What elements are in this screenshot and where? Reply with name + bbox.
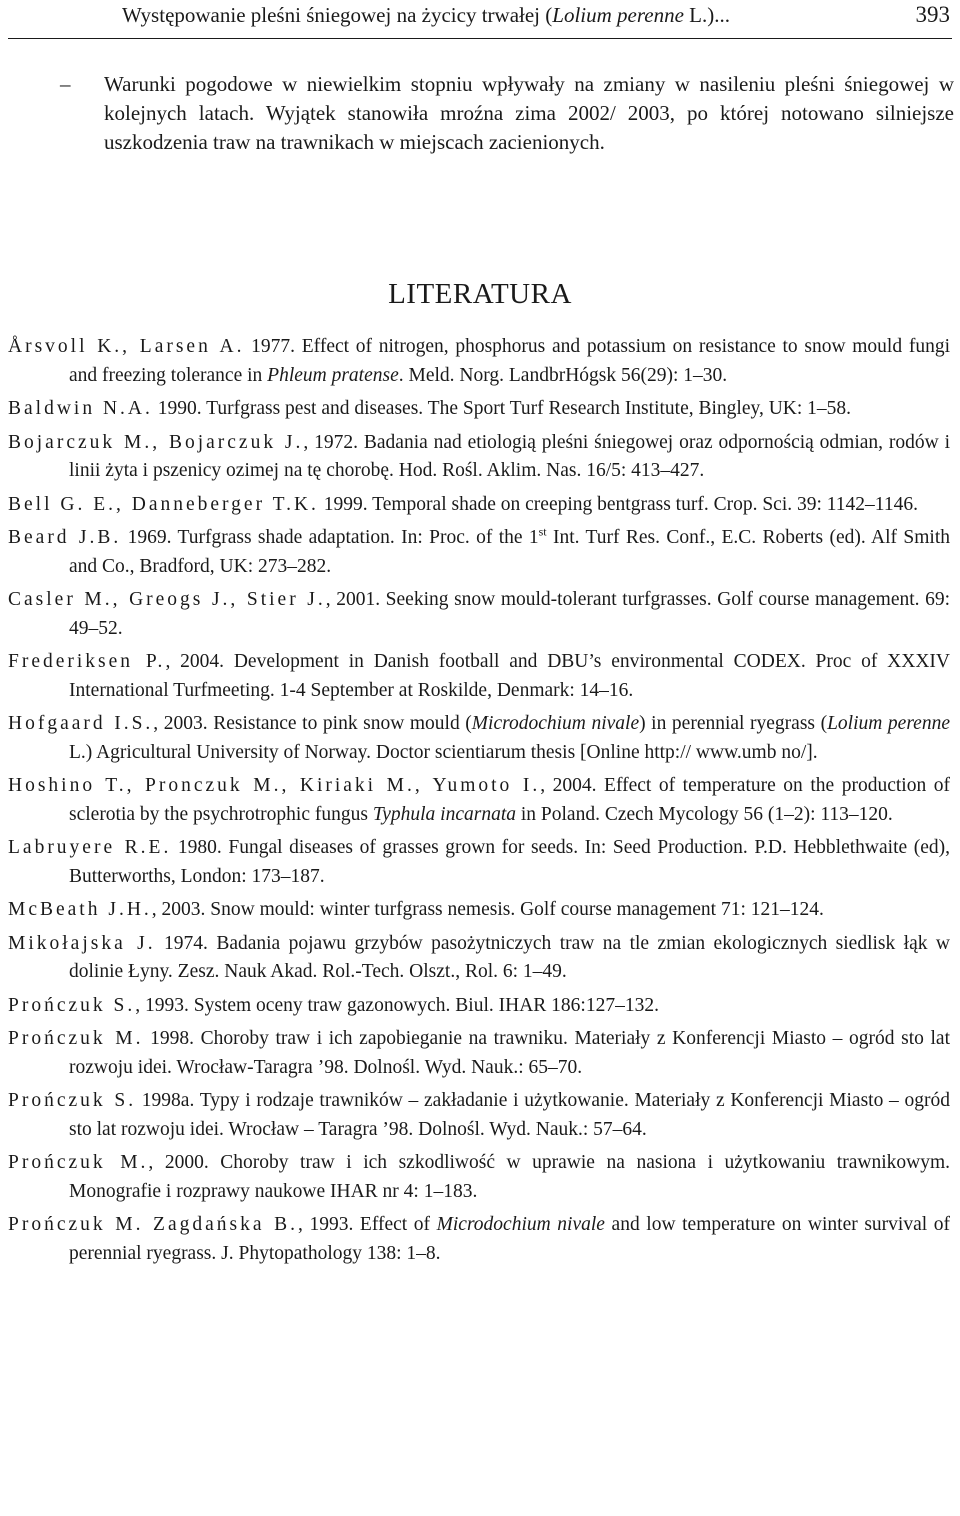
reference-entry (8, 648, 950, 705)
reference-text: , 2003. Resistance to pink snow mould ( (153, 713, 472, 734)
reference-author: Prończuk M. (8, 1028, 144, 1049)
reference-entry (8, 992, 950, 1021)
reference-text: 1974. Badania pojawu grzybów pasożytniczych traw na tle zmian ekologicznych siedlisk łąk w dolinie Łyny. Zesz. Nauk Akad. Rol.-Tech. Olszt., Rol. 6: 1–49. (69, 932, 950, 982)
running-title-plain: Występowanie pleśni śniegowej na życicy trwałej ( (122, 3, 553, 27)
reference-text: , 1972. Badania nad etiologią pleśni śniegowej oraz odpornością odmian, rodów i linii żyta i pszenicy ozimej na tę chorobę. Hod. Rośl. Aklim. Nas. 16/5: 413–427. (69, 431, 950, 481)
reference-list (8, 333, 950, 1273)
reference-entry (8, 395, 950, 424)
reference-text: , 2003. Snow mould: winter turfgrass nemesis. Golf course management 71: 121–124. (151, 899, 824, 920)
reference-author: Beard J.B. (8, 527, 122, 548)
reference-author: Labruyere R.E. (8, 837, 172, 858)
reference-text: Int. Turf Res. Conf., E.C. Roberts (ed). Alf Smith and Co., Bradford, UK: 273–282. (69, 527, 951, 577)
reference-entry (8, 524, 950, 581)
reference-text: and low temperature on winter survival of perennial ryegrass. J. Phytopathology 138: 1–8. (69, 1214, 950, 1264)
reference-italic-text: Microdochium nivale (436, 1214, 605, 1235)
reference-entry (8, 834, 950, 891)
reference-text: ) in perennial ryegrass ( (639, 713, 828, 734)
reference-author: Bojarczuk M., Bojarczuk J. (8, 431, 304, 453)
reference-text: 1980. Fungal diseases of grasses grown for seeds. In: Seed Production. P.D. Hebblethwaite (ed), Butterworths, London: 173–187. (69, 837, 950, 887)
running-title-italic: Lolium perenne (552, 3, 684, 27)
reference-entry (8, 1087, 950, 1144)
reference-entry (8, 586, 950, 643)
bullet-dash: – (60, 72, 71, 96)
reference-entry (8, 896, 950, 925)
reference-author: Prończuk S. (8, 994, 136, 1016)
reference-text: , 2004. Development in Danish football and DBU’s environmental CODEX. Proc of XXXIV International Turfmeeting. 1-4 September at Roskilde, Denmark: 14–16. (69, 651, 950, 701)
bullet-text: Warunki pogodowe w niewielkim stopniu wpływały na zmiany w nasileniu pleśni śniegowej w kolejnych latach. Wyjątek stanowiła mroźna zima 2002/ 2003, po której notowano silniejsze uszkodzenia traw na trawnikach w miejscach zacienionych. (104, 72, 954, 154)
reference-author: Prończuk M. Zagdańska B. (8, 1214, 298, 1235)
reference-italic-text: Lolium perenne (827, 713, 950, 734)
reference-text: 1998. Choroby traw i ich zapobieganie na trawniku. Materiały z Konferencji Miasto – ogród sto lat rozwoju idei. Wrocław-Taragra ’98. Dolnośl. Wyd. Nauk.: 65–70. (69, 1028, 950, 1078)
reference-entry (8, 1025, 950, 1082)
reference-author: Hoshino T., Pronczuk M., Kiriaki M., Yumoto I. (8, 775, 541, 796)
header-rule (8, 38, 952, 39)
reference-author: McBeath J.H. (8, 899, 152, 920)
section-heading-literatura: LITERATURA (388, 278, 572, 310)
reference-entry (8, 491, 950, 520)
reference-italic-text: Phleum pratense (267, 364, 399, 386)
reference-author: Mikołajska J. (8, 932, 156, 954)
reference-text: in Poland. Czech Mycology 56 (1–2): 113–120. (516, 803, 893, 825)
reference-author: Årsvoll K., Larsen A. (8, 336, 245, 357)
reference-text: st (538, 524, 547, 539)
reference-text: , 2004. Effect of temperature on the production of sclerotia by the psychrotrophic fungus (69, 775, 950, 825)
reference-text: , 1993. Effect of (297, 1214, 437, 1235)
reference-author: Casler M., Greogs J., Stier J. (8, 589, 326, 610)
reference-text: , 2001. Seeking snow mould-tolerant turfgrasses. Golf course management. 69: 49–52. (69, 589, 951, 639)
page-number: 393 (915, 2, 950, 27)
reference-entry (8, 333, 950, 390)
reference-entry (8, 710, 950, 767)
reference-author: Prończuk M. (8, 1152, 149, 1173)
running-header (0, 0, 960, 44)
reference-author: Hofgaard I.S. (8, 713, 154, 734)
reference-entry (8, 772, 950, 829)
reference-text: . Meld. Norg. LandbrHógsk 56(29): 1–30. (398, 364, 728, 386)
reference-italic-text: Microdochium nivale (471, 713, 640, 734)
reference-entry (8, 1211, 950, 1268)
reference-entry (8, 1149, 950, 1206)
reference-entry (8, 429, 950, 486)
reference-author: Prończuk S. (8, 1090, 137, 1111)
reference-text: 1999. Temporal shade on creeping bentgrass turf. Crop. Sci. 39: 1142–1146. (318, 493, 918, 515)
reference-author: Frederiksen P. (8, 651, 166, 672)
reference-text: 1977. Effect of nitrogen, phosphorus and potassium on resistance to snow mould fungi and freezing tolerance in (69, 336, 950, 386)
reference-text: L.) Agricultural University of Norway. Doctor scientiarum thesis [Online http:// www.umb no/]. (69, 741, 818, 763)
reference-text: 1990. Turfgrass pest and diseases. The Sport Turf Research Institute, Bingley, UK: 1–58. (152, 398, 852, 419)
reference-text: , 2000. Choroby traw i ich szkodliwość w uprawie na nasiona i użytkowaniu trawnikowym. Monografie i rozprawy naukowe IHAR nr 4: 1–183. (69, 1152, 950, 1202)
reference-text: 1969. Turfgrass shade adaptation. In: Proc. of the 1 (121, 527, 539, 548)
reference-entry (8, 930, 950, 987)
reference-author: Bell G. E., Danneberger T.K. (8, 493, 319, 515)
reference-text: 1998a. Typy i rodzaje trawników – zakładanie i użytkowanie. Materiały z Konferencji Miasto – ogród sto lat rozwoju idei. Wrocław – Taragra ’98. Dolnośl. Wyd. Nauk.: 57–64. (69, 1090, 950, 1140)
reference-text: , 1993. System oceny traw gazonowych. Biul. IHAR 186:127–132. (135, 994, 659, 1016)
running-title-tail: L.)... (683, 3, 730, 27)
reference-italic-text: Typhula incarnata (372, 803, 516, 825)
reference-author: Baldwin N.A. (8, 398, 153, 419)
running-title (122, 0, 730, 30)
